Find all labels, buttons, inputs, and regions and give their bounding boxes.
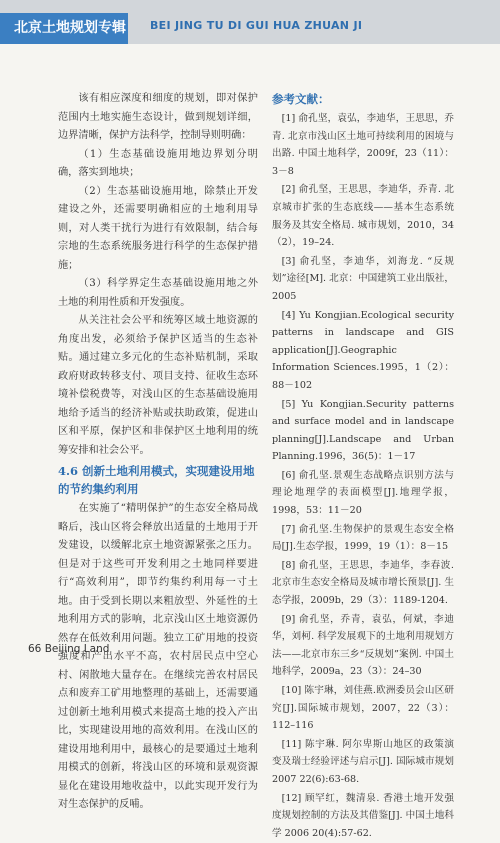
journal-name: Beijing Land xyxy=(44,643,110,655)
page-number: 66 xyxy=(28,643,42,655)
section-heading: 4.6 创新土地利用模式，实现建设用地的节约集约利用 xyxy=(58,464,255,496)
body-paragraph: 该有相应深度和细度的规划，即对保护范围内土地实施生态设计，做到规划详细，边界清晰，保护方法科学，控制导则明确： xyxy=(58,93,258,141)
body-paragraph: 从关注社会公平和统筹区域土地资源的角度出发，必须给予保护区适当的生态补贴。通过建立多元化的生态补贴机制，采取政府财政转移支付、项目支持、征收生态环境补偿税费等，对浅山区的生态基础设施用地给予适当的经济补贴或扶助政策，促进山区和平原，保护区和非保护区土地利用的统筹安排和社会公平。 xyxy=(58,315,258,456)
body-paragraph: （1）生态基础设施用地边界划分明确，落实到地块； xyxy=(58,148,258,178)
reference-item: [2] 俞孔坚，王思思，李迪华，乔青. 北京城市扩张的生态底线——基本生态系统服务及其安全格局. 城市规划，2010，34（2），19–24. xyxy=(272,184,454,249)
reference-item: [9] 俞孔坚，乔青，袁弘，何斌，李迪华，刘柯. 科学发展观下的土地利用规划方法——北京市东三乡“反规划”案例. 中国土地科学，2009a，23（3）：24–30 xyxy=(272,613,454,678)
body-paragraph: 在实施了“精明保护”的生态安全格局战略后，浅山区将会释放出适量的土地用于开发建设，以缓解北京土地资源紧张之压力。但是对于这些可开发利用之土地同样要进行“高效利用”，即节约集约利用每一寸土地。由于受到长期以来粗放型、外延性的土地利用方式的影响，北京浅山区土地资源仍然存在低效利用问题。独立工矿用地的投资强度和产出水平不高，农村居民点中空心村、闲散地大量存在。在继续完善农村居民点和废弃工矿用地整理的基础上，还需要通过创新土地利用模式来提高土地的投入产出比，实现建设用地的高效利用。在浅山区的建设用地利用中，最核心的是要通过土地利用模式的创新，将浅山区的环境和景观资源显化在建设用地收益中，以此实现开发行为对生态保护的反哺。 xyxy=(58,503,258,810)
reference-item: [11] 陈宇琳. 阿尔卑斯山地区的政策演变及瑞士经验评述与启示[J]. 国际城市规划 2007 22(6):63-68. xyxy=(272,738,454,785)
reference-item: [5] Yu Kongjian.Security patterns and surface model and in landscape planning[J].Landscape and Urban Planning.1996，36(5)：1－17 xyxy=(272,398,454,463)
reference-item: [1] 俞孔坚，袁弘，李迪华，王思思，乔青. 北京市浅山区土地可持续利用的困境与出路. 中国土地科学，2009f，23（11）：3－8 xyxy=(272,113,454,177)
body-paragraph: （3）科学界定生态基础设施用地之外土地的利用性质和开发强度。 xyxy=(58,278,258,308)
reference-item: [8] 俞孔坚，王思思，李迪华，李春波. 北京市生态安全格局及城市增长预景[J]. 生态学报，2009b，29（3）：1189-1204. xyxy=(272,559,454,607)
references-heading: 参考文献： xyxy=(272,92,330,106)
header-pinyin-title: BEI JING TU DI GUI HUA ZHUAN JI xyxy=(150,19,363,32)
reference-item: [7] 俞孔坚.生物保护的景观生态安全格局[J].生态学报，1999，19（1）：8－15 xyxy=(272,523,454,553)
reference-item: [6] 俞孔坚.景观生态战略点识别方法与理论地理学的表面模型[J].地理学报，1998，53：11－20 xyxy=(272,469,454,517)
reference-item: [12] 顾罕红，魏清泉. 香港土地开发强度规划控制的方法及其借鉴[J]. 中国土地科学 2006 20(4):57-62. xyxy=(272,792,454,839)
page-header xyxy=(0,0,500,44)
reference-item: [10] 陈宇琳，刘佳燕.欧洲委员会山区研究[J].国际城市规划，2007，22（3）：112–116 xyxy=(272,685,454,732)
header-title-tab: 北京土地规划专辑 xyxy=(0,13,128,44)
reference-item: [3] 俞孔坚，李迪华，刘海龙. “反规划”途径[M]. 北京：中国建筑工业出版社，2005 xyxy=(272,255,454,302)
reference-item: [4] Yu Kongjian.Ecological security patterns in landscape and GIS application[J].Geographic Information Sciences.1995，1（2）：88－102 xyxy=(272,309,454,391)
page-footer xyxy=(28,643,109,655)
right-column xyxy=(272,90,454,843)
left-column xyxy=(58,90,258,815)
body-paragraph: （2）生态基础设施用地，除禁止开发建设之外，还需要明确相应的土地利用导则，对人类干扰行为进行有效限制，结合每宗地的生态系统服务进行科学的生态保护措施； xyxy=(58,185,258,271)
